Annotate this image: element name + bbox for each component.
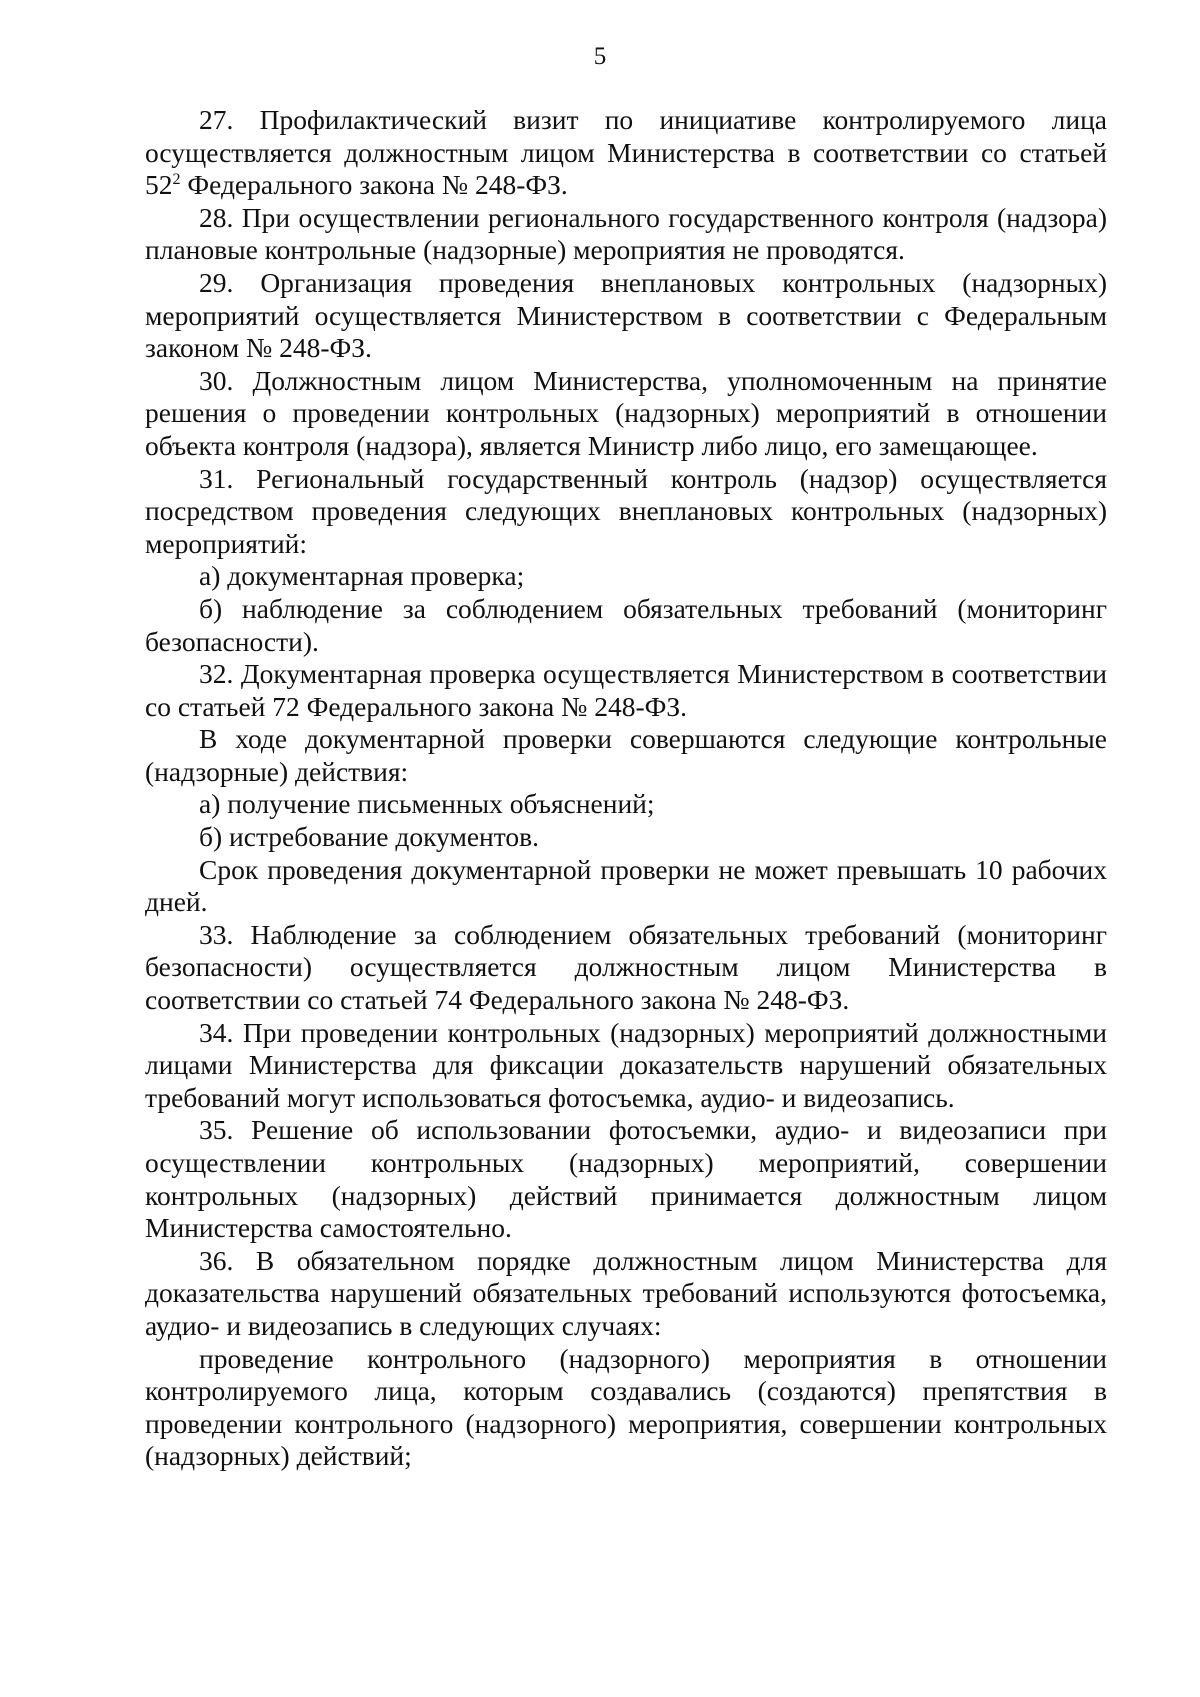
page-number: 5 <box>593 43 607 70</box>
superscript: 2 <box>172 171 181 189</box>
paragraph: 34. При проведении контрольных (надзорных) мероприятий должностными лицами Министерства для фиксации доказательств нарушений обязательных требований могут использоваться фотосъемка, аудио- и видеозапись. <box>145 1016 1107 1113</box>
paragraph: 30. Должностным лицом Министерства, уполномоченным на принятие решения о проведении контрольных (надзорных) мероприятий в отношении объекта контроля (надзора), является Министр либо лицо, его замещающее. <box>145 364 1107 461</box>
paragraph: б) истребование документов. <box>199 821 540 853</box>
paragraph <box>145 104 1107 202</box>
paragraph: 32. Документарная проверка осуществляется Министерством в соответствии со статьей 72 Федерального закона № 248-ФЗ. <box>145 658 1107 722</box>
paragraph: проведение контрольного (надзорного) мероприятия в отношении контролируемого лица, которым создавались (создаются) препятствия в проведении контрольного (надзорного) мероприятия, совершении контрольных (надзорных) действий; <box>145 1342 1107 1472</box>
paragraph: 36. В обязательном порядке должностным лицом Министерства для доказательства нарушений обязательных требований используются фотосъемка, аудио- и видеозапись в следующих случаях: <box>145 1244 1107 1341</box>
paragraph: а) документарная проверка; <box>199 560 525 592</box>
text-run: Федерального закона № 248-ФЗ. <box>180 169 568 201</box>
paragraph: а) получение письменных объяснений; <box>199 788 655 820</box>
document-body <box>145 104 1107 1473</box>
paragraph: 31. Региональный государственный контроль (надзор) осуществляется посредством проведения следующих внеплановых контрольных (надзорных) мероприятий: <box>145 462 1107 559</box>
paragraph: В ходе документарной проверки совершаются следующие контрольные (надзорные) действия: <box>145 723 1107 787</box>
paragraph: 33. Наблюдение за соблюдением обязательных требований (мониторинг безопасности) осуществляется должностным лицом Министерства в соответствии со статьей 74 Федерального закона № 248-ФЗ. <box>145 918 1107 1016</box>
paragraph: б) наблюдение за соблюдением обязательных требований (мониторинг безопасности). <box>145 592 1107 657</box>
paragraph: 28. При осуществлении регионального государственного контроля (надзора) плановые контрольные (надзорные) мероприятия не проводятся. <box>145 201 1107 266</box>
paragraph: 29. Организация проведения внеплановых контрольных (надзорных) мероприятий осуществляется Министерством в соответствии с Федеральным законом № 248-ФЗ. <box>145 266 1107 364</box>
paragraph: Срок проведения документарной проверки не может превышать 10 рабочих дней. <box>145 853 1107 918</box>
text-run: 27. Профилактический визит по инициативе контролируемого лица осуществляется должностным лицом Министерства в соответствии со статьей 52 <box>145 104 1107 201</box>
paragraph: 35. Решение об использовании фотосъемки, аудио- и видеозаписи при осуществлении контрольных (надзорных) мероприятий, совершении контрольных (надзорных) действий принимается должностным лицом Министерства самостоятельно. <box>145 1114 1107 1244</box>
